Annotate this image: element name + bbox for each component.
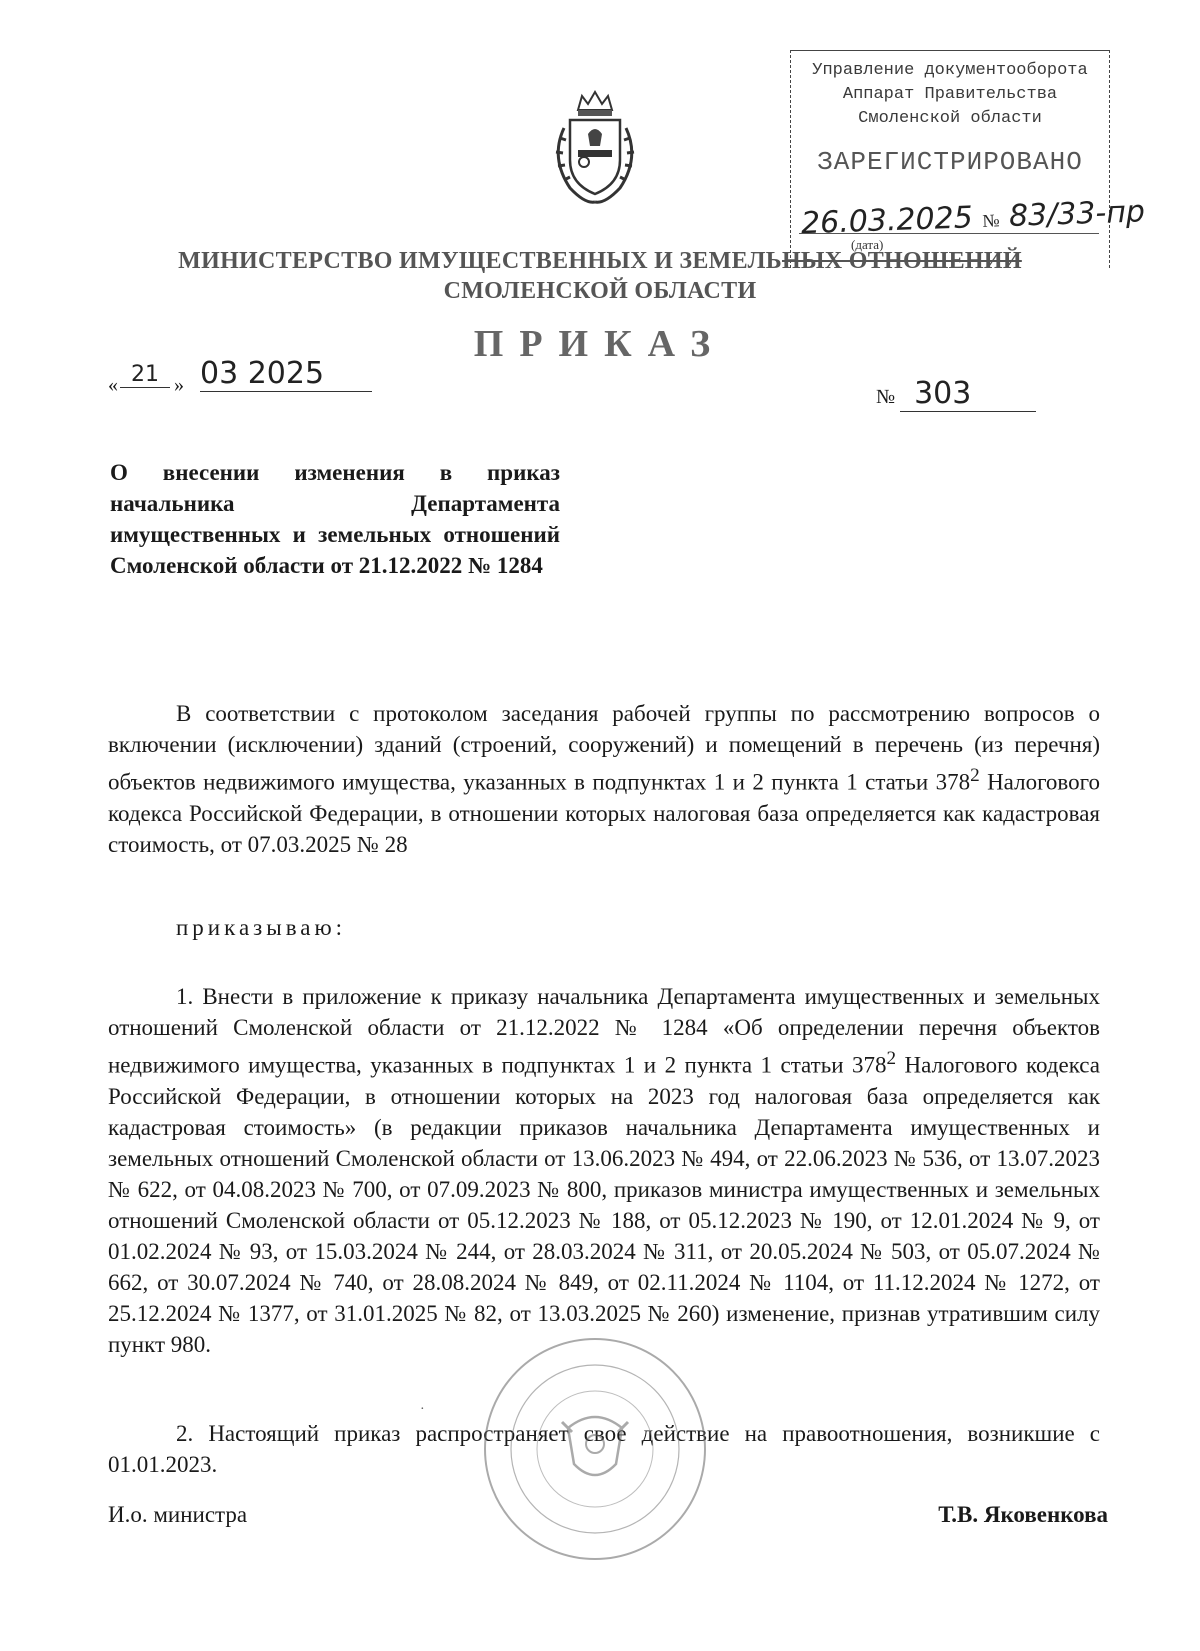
preamble-superscript: 2 bbox=[970, 765, 980, 786]
stamp-line-1: Управление документооборота bbox=[812, 61, 1088, 80]
smolensk-coat-of-arms-icon bbox=[540, 88, 650, 210]
preamble-paragraph bbox=[108, 698, 1100, 860]
item-1-text-a: 1. Внести в приложение к приказу начальника Департамента имущественных и земельных отношений Смоленской области от 21.12.2022 № 1284 «Об определении перечня объектов недвижимого имущества, указанных в подпунктах 1 и 2 пункта 1 статьи 378 bbox=[108, 984, 1100, 1078]
order-subject: О внесении изменения в приказ начальника Департамента имущественных и земельных отношений Смоленской области от 21.12.2022 № 1284 bbox=[110, 460, 560, 578]
document-type-title: ПРИКАЗ bbox=[473, 323, 727, 365]
stamp-line-2: Аппарат Правительства bbox=[842, 85, 1058, 104]
stamp-handwritten-number: 83/33-пр bbox=[1008, 194, 1146, 234]
item-1-text-b: Налогового кодекса Российской Федерации, в отношении которых на 2023 год налоговая база определяется как кадастровая стоимость» (в редакции приказов начальника Департамента имущественных и земельных отношений Смоленской области от 13.06.2023 № 494, от 22.06.2023 № 536, от 13.07.2023 № 622, от 04.08.2023 № 700, от 07.09.2023 № 800, приказов министра имущественных и земельных отношений Смоленской области от 05.12.2023 № 188, от 05.12.2023 № 190, от 12.01.2024 № 9, от 01.02.2024 № 93, от 15.03.2024 № 244, от 28.03.2024 № 311, от 20.05.2024 № 503, от 05.07.2024 № 662, от 30.07.2024 № 740, от 28.08.2024 № 849, от 02.11.2024 № 1104, от 11.12.2024 № 1272, от 25.12.2024 № 1377, от 31.01.2025 № 82, от 13.03.2025 № 260) изменение, признав утратившим силу пункт 980. bbox=[108, 1052, 1100, 1357]
order-month-year: 03 2025 bbox=[200, 356, 372, 392]
order-day: 21 bbox=[120, 362, 170, 388]
order-word-paragraph bbox=[108, 912, 1100, 943]
signatory-position: И.о. министра bbox=[108, 1502, 248, 1527]
ministry-line-2: СМОЛЕНСКОЙ ОБЛАСТИ bbox=[443, 278, 757, 304]
stamp-number-sign: № bbox=[982, 210, 1000, 231]
ministry-line-1-a: МИНИСТЕРСТВО ИМУЩЕСТВЕННЫХ И ЗЕМЕЛЬ bbox=[178, 248, 782, 274]
ministry-line-1 bbox=[0, 246, 1200, 276]
ministry-name bbox=[0, 246, 1200, 306]
seal-mark: · bbox=[420, 1402, 425, 1417]
preamble-text-a: В соответствии с протоколом заседания рабочей группы по рассмотрению вопросов о включении (исключении) зданий (строений, сооружений) и помещений в перечень (из перечня) объектов недвижимого имущества, указанных в подпунктах 1 и 2 пункта 1 статьи 378 bbox=[108, 701, 1100, 795]
item-2-paragraph: 2. Настоящий приказ распространяет свое действие на правоотношения, возникшие с 01.01.2023. bbox=[108, 1421, 1100, 1477]
order-number bbox=[876, 376, 1036, 412]
registration-stamp bbox=[790, 50, 1146, 268]
order-word: приказываю: bbox=[176, 915, 347, 940]
order-number-value: 303 bbox=[900, 376, 1036, 412]
signatory-name: Т.В. Яковенкова bbox=[938, 1502, 1108, 1527]
item-1-superscript: 2 bbox=[886, 1048, 897, 1069]
stamp-registered: ЗАРЕГИСТРИРОВАНО bbox=[817, 147, 1083, 177]
stamp-handwritten-entry bbox=[800, 194, 1146, 242]
order-number-label: № bbox=[876, 386, 896, 408]
stamp-date-caption: (дата) bbox=[851, 237, 884, 252]
stamp-handwritten-date: 26.03.2025 bbox=[800, 200, 974, 242]
preamble-text-b: Налогового кодекса Российской Федерации, в отношении которых налоговая база определяется как кадастровая стоимость, от 07.03.2025 № 28 bbox=[108, 769, 1100, 857]
stamp-underline bbox=[799, 233, 1099, 234]
stamp-line-3: Смоленской области bbox=[858, 109, 1042, 128]
item-1-paragraph bbox=[108, 981, 1100, 1360]
round-official-seal-icon bbox=[482, 1336, 708, 1562]
ministry-line-1-b: НЫХ ОТНОШЕНИЙ bbox=[781, 248, 1022, 274]
date-quote-close: » bbox=[174, 374, 184, 396]
date-quote-open: « bbox=[108, 374, 118, 396]
